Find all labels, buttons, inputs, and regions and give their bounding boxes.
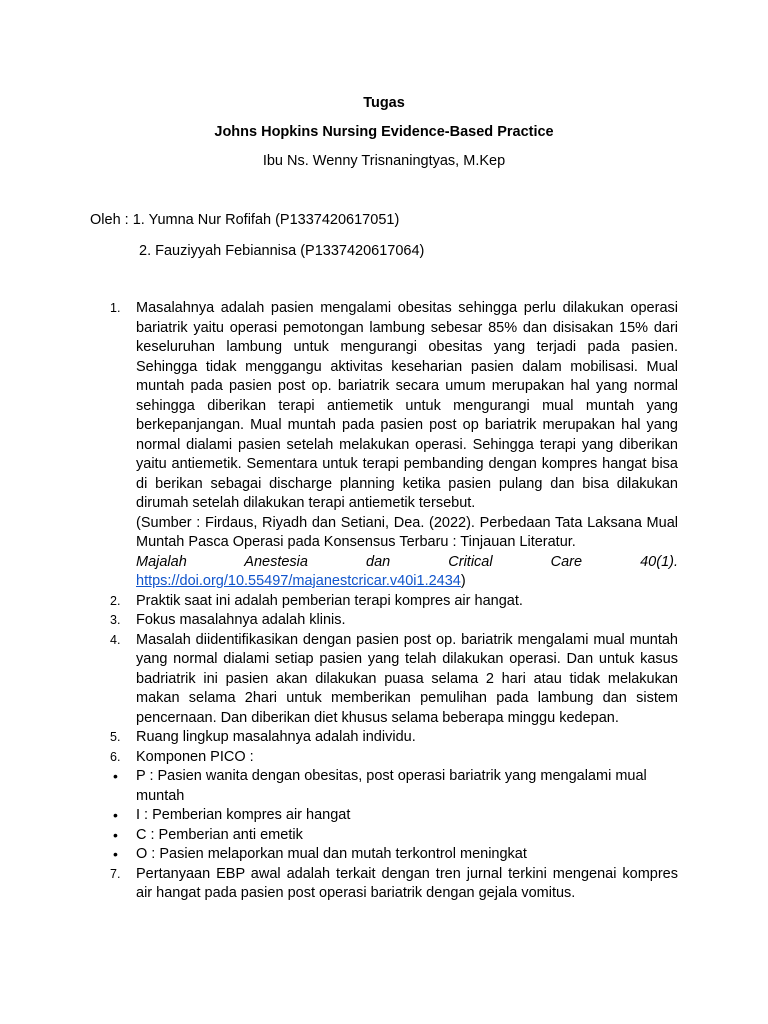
list-item-3 [110, 611, 678, 631]
list-marker: 2. [110, 593, 121, 608]
list-item-1 [110, 299, 678, 592]
author-line-1: Oleh : 1. Yumna Nur Rofifah (P1337420617051) [90, 212, 400, 228]
item-1-text: Masalahnya adalah pasien mengalami obesitas sehingga perlu dilakukan operasi bariatrik yaitu operasi pemotongan lambung sebesar 85% dan disisakan 15% dari keseluruhan lambung untuk mengurangi obesitas yang terjadi pada pasien. Sehingga tidak menggangu aktivitas keseharian pasien dalam mobilisasi. Mual muntah pada pasien post op. bariatrik secara umum merupakan hal yang normal sehingga diberikan terapi antiemetik untuk mengurangi mual muntah yang berkepanjangan. Mual muntah pada pasien post op bariatrik merupakan hal yang normal dialami pasien setelah melakukan operasi. Sehingga terapi yang diberikan yaitu antiemetik. Sementara untuk terapi pembanding dengan kompres hangat bisa di berikan sebagai discharge planning ketika pasien pulang dan bisa dilakukan dirumah setelah dilakukan terapi antiemetik tersebut. [136, 300, 678, 511]
item-1-source: (Sumber : Firdaus, Riyadh dan Setiani, Dea. (2022). Perbedaan Tata Laksana Mual Muntah Pasca Operasi pada Konsensus Terbaru : Tinjauan Literatur. [136, 514, 678, 550]
pico-item-i [110, 806, 678, 826]
doi-link[interactable]: https://doi.org/10.55497/majanestcricar.v40i1.2434 [136, 573, 461, 589]
item-1-reference [136, 572, 678, 592]
pico-c-text: C : Pemberian anti emetik [136, 826, 303, 843]
list-marker: 1. [110, 301, 121, 315]
pico-item-o [110, 845, 678, 865]
item-4-text: Masalah diidentifikasikan dengan pasien post op. bariatrik mengalami mual muntah yang normal dialami setiap pasien yang telah dilakukan operasi. Dan untuk kasus badriatrik ini pasien akan dilakukan puasa selama 2 hari atau tidak melakukan makan selama 2hari untuk memberikan pemulihan pada lambung dan sistem pencernaan. Dan diberikan diet khusus selama beberapa minggu kedepan. [136, 631, 678, 726]
bullet-icon: • [113, 826, 118, 843]
doc-title: Tugas [363, 95, 405, 111]
lecturer-name: Ibu Ns. Wenny Trisnaningtyas, M.Kep [262, 153, 506, 169]
item-7-text: Pertanyaan EBP awal adalah terkait dengan tren jurnal terkini mengenai kompres air hangat pada pasien post operasi bariatrik dengan gejala vomitus. [136, 865, 678, 901]
list-marker: 4. [110, 632, 121, 647]
item-1-journal: Majalah Anestesia dan Critical Care 40(1). [136, 553, 678, 570]
list-item-6 [110, 748, 678, 768]
list-marker: 5. [110, 730, 121, 744]
doc-subtitle: Johns Hopkins Nursing Evidence-Based Practice [214, 124, 554, 140]
list-item-2 [110, 592, 678, 612]
item-5-text: Ruang lingkup masalahnya adalah individu. [136, 729, 416, 745]
list-marker: 7. [110, 866, 121, 881]
item-6-text: Komponen PICO : [136, 748, 254, 765]
list-marker: 3. [110, 613, 121, 627]
item-3-text: Fokus masalahnya adalah klinis. [136, 612, 346, 628]
list-marker: 6. [110, 749, 121, 764]
reference-close: ) [460, 573, 466, 589]
pico-o-text: O : Pasien melaporkan mual dan mutah terkontrol meningkat [136, 846, 527, 862]
pico-item-c [110, 826, 678, 846]
bullet-icon: • [113, 768, 118, 784]
author-line-2: 2. Fauziyyah Febiannisa (P1337420617064) [139, 243, 425, 259]
pico-item-p [110, 767, 678, 806]
answer-list [110, 299, 678, 904]
pico-p-text: P : Pasien wanita dengan obesitas, post operasi bariatrik yang mengalami mual muntah [136, 768, 647, 804]
pico-i-text: I : Pemberian kompres air hangat [136, 807, 351, 823]
list-item-4 [110, 631, 678, 729]
list-item-5 [110, 728, 678, 748]
bullet-icon: • [113, 846, 118, 862]
list-item-7 [110, 865, 678, 904]
item-2-text: Praktik saat ini adalah pemberian terapi kompres air hangat. [136, 592, 523, 609]
bullet-icon: • [113, 807, 118, 823]
